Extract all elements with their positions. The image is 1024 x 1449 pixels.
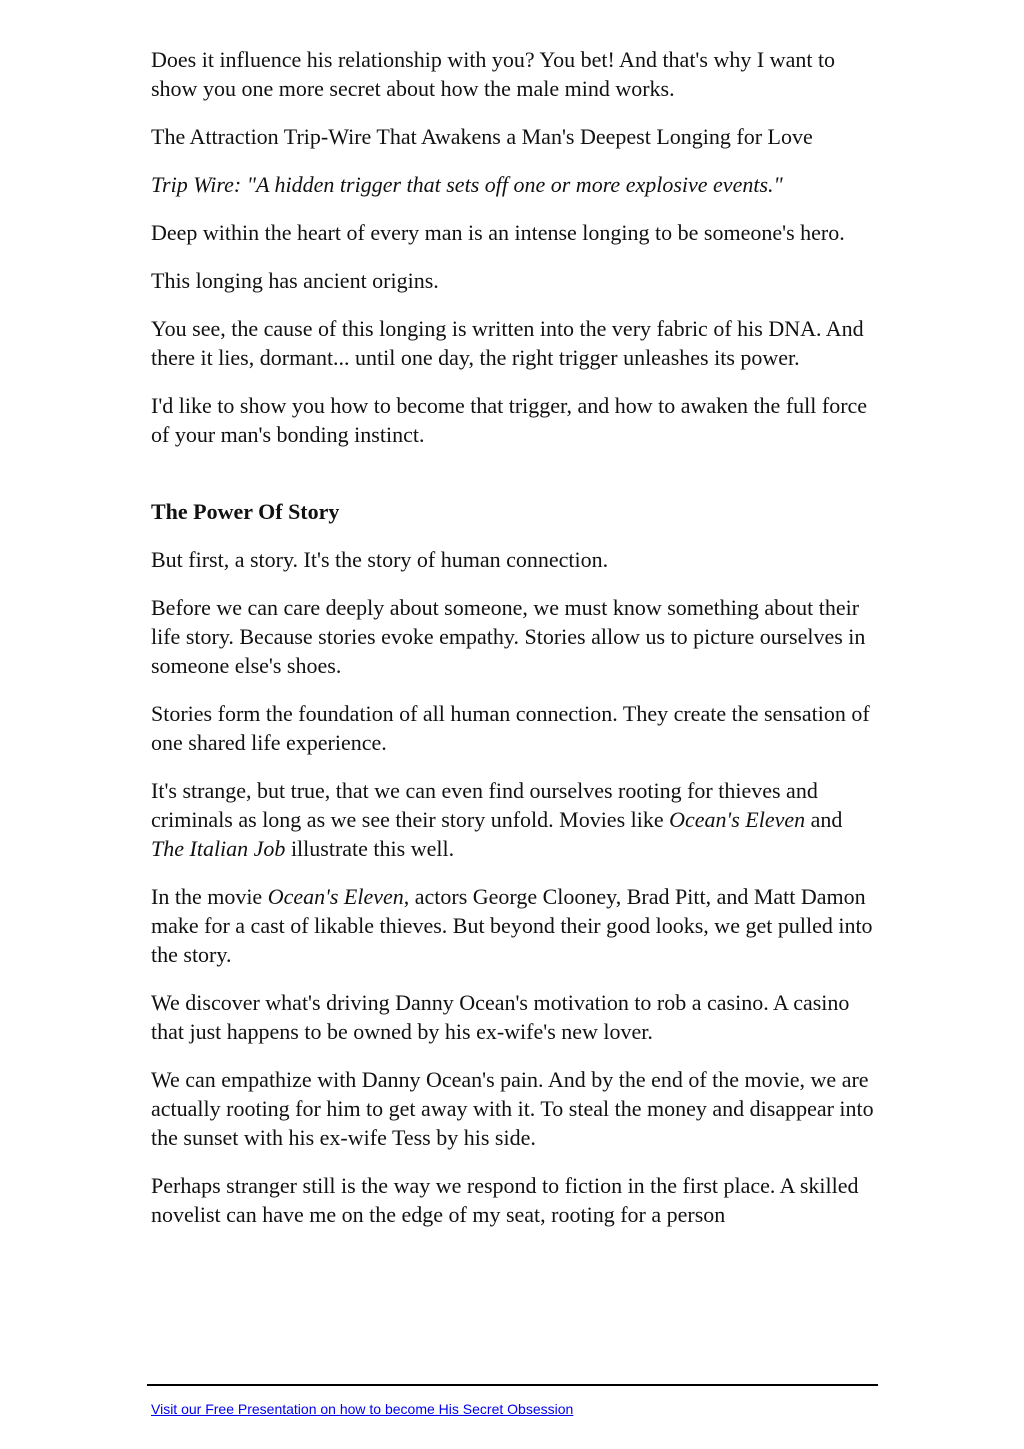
paragraph-first-story: But first, a story. It's the story of human connection. <box>151 547 609 572</box>
paragraph-motivation: We discover what's driving Danny Ocean's motivation to rob a casino. A casino that just happens to be owned by his ex-wife's new lover. <box>151 990 850 1044</box>
paragraph-empathize: We can empathize with Danny Ocean's pain. And by the end of the movie, we are actually rooting for him to get away with it. To steal the money and disappear into the sunset with his ex-wife Tess by his side. <box>151 1067 874 1150</box>
paragraph-ancient-origins: This longing has ancient origins. <box>151 268 439 293</box>
text-run: It's strange, but true, that we can even find ourselves rooting for thieves and criminals as long as we see their story unfold. Movies like <box>151 778 818 832</box>
paragraph-foundation: Stories form the foundation of all human connection. They create the sensation of one shared life experience. <box>151 701 870 755</box>
paragraph-fiction: Perhaps stranger still is the way we respond to fiction in the first place. A skilled novelist can have me on the edge of my seat, rooting for a person <box>151 1173 859 1227</box>
movie-title: Ocean's Eleven <box>669 807 806 832</box>
text-run: , actors George Clooney, Brad Pitt, and Matt Damon make for a cast of likable thieves. But beyond their good looks, we get pulled into the story. <box>151 884 873 967</box>
paragraph-influence: Does it influence his relationship with you? You bet! And that's why I want to show you one more secret about how the male mind works. <box>151 47 836 101</box>
text-run: and <box>805 807 843 832</box>
paragraph-attraction-title: The Attraction Trip-Wire That Awakens a Man's Deepest Longing for Love <box>151 124 813 149</box>
paragraph-trip-wire-definition: Trip Wire: "A hidden trigger that sets off one or more explosive events." <box>151 172 783 197</box>
paragraph-dna: You see, the cause of this longing is written into the very fabric of his DNA. And there it lies, dormant... until one day, the right trigger unleashes its power. <box>151 316 864 370</box>
paragraph-hero-longing: Deep within the heart of every man is an intense longing to be someone's hero. <box>151 220 845 245</box>
footer-divider <box>147 1384 878 1386</box>
text-run: In the movie <box>151 884 268 909</box>
paragraph-oceans-eleven <box>151 882 879 969</box>
paragraph-empathy: Before we can care deeply about someone, we must know something about their life story. Because stories evoke empathy. Stories allow us to picture ourselves in someone else's shoes. <box>151 595 866 678</box>
paragraph-become-trigger: I'd like to show you how to become that trigger, and how to awaken the full force of your man's bonding instinct. <box>151 393 868 447</box>
document-body <box>151 45 879 1248</box>
paragraph-thieves <box>151 776 879 863</box>
text-run: illustrate this well. <box>285 836 455 861</box>
section-heading: The Power Of Story <box>151 499 340 524</box>
movie-title: Ocean's Eleven <box>267 884 404 909</box>
movie-title: The Italian Job <box>151 836 286 861</box>
free-presentation-link[interactable]: Visit our Free Presentation on how to become His Secret Obsession <box>151 1401 574 1417</box>
